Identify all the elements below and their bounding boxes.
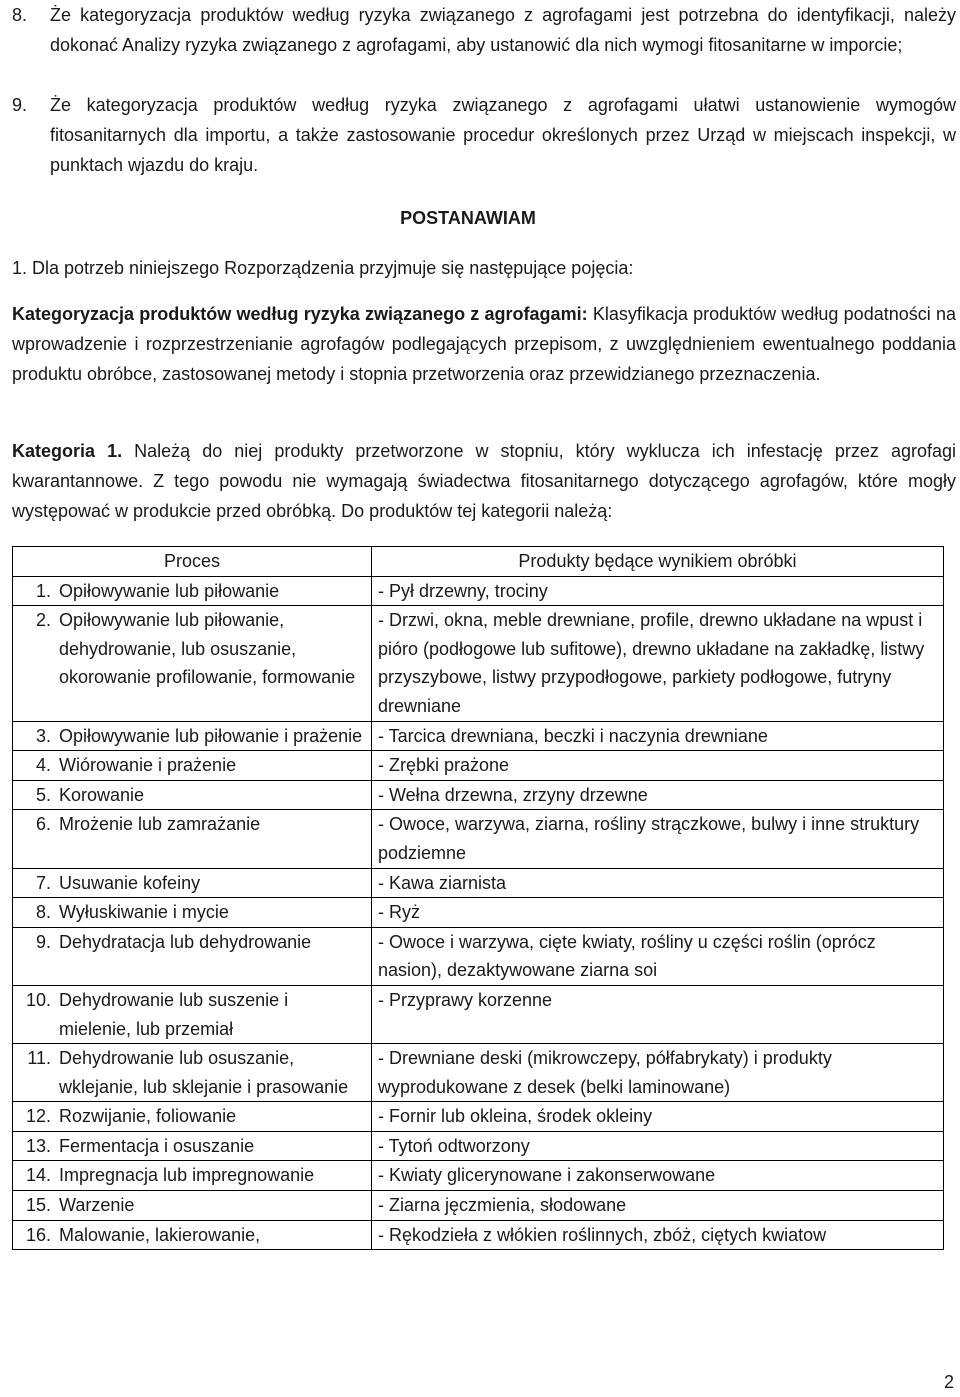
product-cell: - Owoce, warzywa, ziarna, rośliny strączkowe, bulwy i inne struktury podziemne xyxy=(372,810,944,868)
process-text: Wiórowanie i prażenie xyxy=(59,755,237,776)
table-row xyxy=(13,868,944,898)
process-cell xyxy=(13,576,372,606)
table-row xyxy=(13,1131,944,1161)
product-cell: - Ziarna jęczmienia, słodowane xyxy=(372,1191,944,1221)
process-text: Rozwijanie, foliowanie xyxy=(59,1106,237,1127)
process-table xyxy=(12,546,944,1250)
row-number: 3. xyxy=(35,725,51,746)
row-number: 13. xyxy=(25,1135,51,1156)
page-number: 2 xyxy=(943,1372,954,1392)
process-text: Wyłuskiwanie i mycie xyxy=(59,902,229,923)
row-number: 8. xyxy=(35,902,51,923)
column-header-process: Proces xyxy=(13,547,372,577)
process-cell xyxy=(13,1102,372,1132)
product-cell: - Pył drzewny, trociny xyxy=(372,576,944,606)
process-text: Korowanie xyxy=(59,784,145,805)
product-cell: - Wełna drzewna, zrzyny drzewne xyxy=(372,780,944,810)
process-text: Opiłowywanie lub piłowanie i prażenie xyxy=(59,725,363,746)
product-cell: - Kwiaty glicerynowane i zakonserwowane xyxy=(372,1161,944,1191)
category-text: Należą do niej produkty przetworzone w stopniu, który wyklucza ich infestację przez agrofagi kwarantannowe. Z tego powodu nie wymagają świadectwa fitosanitarnego dotyczącego agrofagów, które mogły występować w produkcie przed obróbką. Do produktów tej kategorii należą: xyxy=(12,441,956,521)
process-cell xyxy=(13,1131,372,1161)
process-cell xyxy=(13,898,372,928)
process-text: Malowanie, lakierowanie, xyxy=(59,1224,261,1245)
row-number: 14. xyxy=(25,1165,51,1186)
row-number: 16. xyxy=(25,1224,51,1245)
row-number: 5. xyxy=(35,784,51,805)
row-number: 2. xyxy=(35,610,51,631)
paragraph-8 xyxy=(12,0,956,60)
process-text: Warzenie xyxy=(59,1195,135,1216)
definition-term: Kategoryzacja produktów według ryzyka związanego z agrofagami: xyxy=(12,304,588,324)
product-cell: - Rękodzieła z włókien roślinnych, zbóż, ciętych kwiatow xyxy=(372,1220,944,1250)
definitions-intro: 1. Dla potrzeb niniejszego Rozporządzenia przyjmuje się następujące pojęcia: xyxy=(12,258,634,278)
table-row xyxy=(13,1191,944,1221)
process-cell xyxy=(13,868,372,898)
row-number: 9. xyxy=(35,931,51,952)
row-number: 1. xyxy=(35,580,51,601)
table-row xyxy=(13,721,944,751)
column-header-products: Produkty będące wynikiem obróbki xyxy=(372,547,944,577)
process-text: Impregnacja lub impregnowanie xyxy=(59,1165,315,1186)
product-cell: - Fornir lub okleina, środek okleiny xyxy=(372,1102,944,1132)
process-cell xyxy=(13,1191,372,1221)
paragraph-number: 8. xyxy=(12,5,28,25)
process-text: Mrożenie lub zamrażanie xyxy=(59,814,261,835)
category-term: Kategoria 1. xyxy=(12,441,123,461)
process-text: Dehydrowanie lub suszenie i mielenie, lub przemiał xyxy=(59,989,289,1039)
row-number: 11. xyxy=(27,1048,51,1069)
row-number: 7. xyxy=(35,872,51,893)
section-heading: POSTANAWIAM xyxy=(400,208,536,228)
process-text: Dehydratacja lub dehydrowanie xyxy=(59,931,312,952)
product-cell: - Tarcica drewniana, beczki i naczynia drewniane xyxy=(372,721,944,751)
product-cell: - Owoce i warzywa, cięte kwiaty, rośliny u części roślin (oprócz nasion), dezaktywowane ziarna soi xyxy=(372,927,944,985)
paragraph-9 xyxy=(12,90,956,180)
table-row xyxy=(13,1161,944,1191)
process-text: Opiłowywanie lub piłowanie xyxy=(59,580,280,601)
table-header-row xyxy=(13,547,944,577)
row-number: 4. xyxy=(35,755,51,776)
process-cell xyxy=(13,927,372,985)
process-text: Fermentacja i osuszanie xyxy=(59,1135,255,1156)
table-row xyxy=(13,1102,944,1132)
process-cell xyxy=(13,1044,372,1102)
product-cell: - Drzwi, okna, meble drewniane, profile, drewno układane na wpust i pióro (podłogowe lub sufitowe), drewno układane na zakładkę, listwy przyszybowe, listwy przypodłogowe, parkiety podłogowe, futryny drewniane xyxy=(372,606,944,721)
table-row xyxy=(13,576,944,606)
process-cell xyxy=(13,606,372,721)
process-cell xyxy=(13,810,372,868)
table-row xyxy=(13,751,944,781)
category-paragraph xyxy=(12,436,956,526)
process-cell xyxy=(13,780,372,810)
product-cell: - Przyprawy korzenne xyxy=(372,985,944,1043)
process-cell xyxy=(13,751,372,781)
paragraph-number: 9. xyxy=(12,95,28,115)
table-row xyxy=(13,1044,944,1102)
row-number: 10. xyxy=(25,989,51,1010)
paragraph-text: Że kategoryzacja produktów według ryzyka związanego z agrofagami jest potrzebna do identyfikacji, należy dokonać Analizy ryzyka związanego z agrofagami, aby ustanowić dla nich wymogi fitosanitarne w imporcie; xyxy=(50,5,956,55)
process-cell xyxy=(13,721,372,751)
table-row xyxy=(13,1220,944,1250)
process-cell xyxy=(13,985,372,1043)
table-row xyxy=(13,780,944,810)
product-cell: - Drewniane deski (mikrowczepy, półfabrykaty) i produkty wyprodukowane z desek (belki laminowane) xyxy=(372,1044,944,1102)
table-row xyxy=(13,810,944,868)
table-body xyxy=(13,576,944,1250)
process-cell xyxy=(13,1220,372,1250)
definition-paragraph xyxy=(12,299,956,389)
table-row xyxy=(13,606,944,721)
product-cell: - Tytoń odtworzony xyxy=(372,1131,944,1161)
paragraph-text: Że kategoryzacja produktów według ryzyka związanego z agrofagami ułatwi ustanowienie wymogów fitosanitarnych dla importu, a także zastosowanie procedur określonych przez Urząd w miejscach inspekcji, w punktach wjazdu do kraju. xyxy=(50,95,956,175)
row-number: 15. xyxy=(25,1195,51,1216)
row-number: 6. xyxy=(35,814,51,835)
process-text: Opiłowywanie lub piłowanie, dehydrowanie, lub osuszanie, okorowanie profilowanie, formowanie xyxy=(59,610,356,688)
product-cell: - Zrębki prażone xyxy=(372,751,944,781)
table-row xyxy=(13,898,944,928)
process-text: Usuwanie kofeiny xyxy=(59,872,201,893)
process-text: Dehydrowanie lub osuszanie, wklejanie, lub sklejanie i prasowanie xyxy=(59,1048,349,1097)
process-cell xyxy=(13,1161,372,1191)
definition-text: Klasyfikacja produktów według podatności na wprowadzenie i rozprzestrzenianie agrofagów podlegających przepisom, z uwzględnieniem ewentualnego poddania produktu obróbce, zastosowanej metody i stopnia przetworzenia oraz przewidzianego przeznaczenia. xyxy=(12,304,956,384)
table-row xyxy=(13,985,944,1043)
table-row xyxy=(13,927,944,985)
row-number: 12. xyxy=(25,1106,51,1127)
product-cell: - Kawa ziarnista xyxy=(372,868,944,898)
product-cell: - Ryż xyxy=(372,898,944,928)
